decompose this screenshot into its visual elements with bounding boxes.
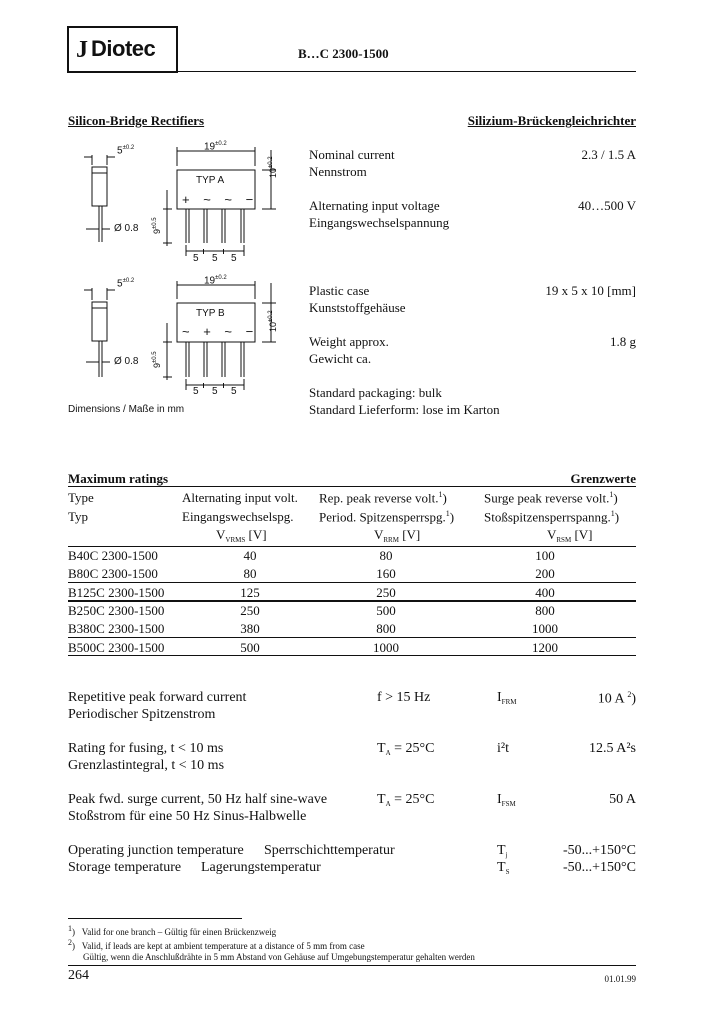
dim-pitch-b-1: 5 <box>193 386 199 397</box>
col2-en: Rep. peak reverse volt.$^1$) <box>319 490 447 506</box>
col2-unit: $V_{RRM}$ [V] <box>374 527 421 544</box>
cell-v3: 1200 <box>532 639 558 655</box>
param-value-0: 10 A $^2$) <box>597 690 636 707</box>
col1-unit: $V_{VRMS}$ [V] <box>216 527 267 544</box>
cell-v1: 125 <box>182 583 318 602</box>
cell-v3: 200 <box>454 565 636 583</box>
dim-dia-a: Ø 0.8 <box>114 223 139 234</box>
cell-v1: 500 <box>240 639 260 655</box>
spec-de-3: Gewicht ca. <box>309 351 372 366</box>
dim-pitch-b-3: 5 <box>231 386 237 397</box>
cell-v1: 250 <box>240 603 260 619</box>
temp-sym-1: $T_S$ <box>497 860 510 876</box>
col3-en: Surge peak reverse volt.$^1$) <box>484 490 618 506</box>
typ-a-pin-marks: + ~ ~ − <box>182 192 259 207</box>
temp-de-0: Sperrschichttemperatur <box>264 843 395 858</box>
spec-value-1: 40…500 V <box>578 198 636 213</box>
part-series-title: B…C 2300-1500 <box>298 46 389 61</box>
footnote-rule <box>68 918 242 919</box>
spec-en-4: Standard packaging: bulk <box>309 385 442 400</box>
title-de: Silizium-Brückengleichrichter <box>467 113 636 128</box>
col3-unit: $V_{RSM}$ [V] <box>547 527 593 544</box>
page-number: 264 <box>68 968 89 983</box>
param-cond-2: $T_A = 25^\circ C$ <box>377 792 435 808</box>
param-de-2: Stoßstrom für eine 50 Hz Sinus-Halbwelle <box>68 809 307 824</box>
param-en-2: Peak fwd. surge current, 50 Hz half sine-wave <box>68 792 328 807</box>
param-value-2: 50 A <box>609 792 636 807</box>
dim-pitch-b-2: 5 <box>212 386 218 397</box>
cell-type: B40C 2300-1500 <box>68 548 158 564</box>
cell-type: B80C 2300-1500 <box>68 565 182 583</box>
table-row <box>68 602 636 620</box>
param-value-1: 12.5 A²s <box>589 741 636 756</box>
cell-type: B125C 2300-1500 <box>68 583 182 602</box>
diotec-logo-mark: J <box>76 37 88 63</box>
ratings-rule-bottom <box>68 655 636 656</box>
cell-type: B380C 2300-1500 <box>68 620 182 638</box>
col-type-de: Typ <box>68 509 89 524</box>
typ-a-side-view <box>84 155 115 242</box>
cell-v1: 80 <box>182 565 318 583</box>
dim-thick-a: $5^{\pm 0.2}$ <box>117 145 135 157</box>
table-row <box>68 620 636 638</box>
spec-en-3: Weight approx. <box>309 334 389 349</box>
spec-value-2: 19 x 5 x 10 [mm] <box>545 283 636 298</box>
temp-en-0: Operating junction temperature <box>68 843 244 858</box>
param-de-0: Periodischer Spitzenstrom <box>68 707 216 722</box>
dim-width-b: $19^{\pm 0.2}$ <box>204 275 227 287</box>
cell-type: B500C 2300-1500 <box>68 639 165 655</box>
ratings-rule-mid <box>68 600 636 602</box>
cell-v2: 250 <box>318 583 454 602</box>
temp-en-1: Storage temperature <box>68 860 182 875</box>
col3-de: Stoßspitzensperrspanng.$^1$) <box>484 509 620 525</box>
footer-date: 01.01.99 <box>604 974 636 984</box>
spec-en-2: Plastic case <box>309 283 370 298</box>
typ-b-side-view <box>84 288 115 377</box>
ratings-title-en: Maximum ratings <box>68 471 169 486</box>
spec-value-0: 2.3 / 1.5 A <box>581 147 636 162</box>
spec-de-1: Eingangswechselspannung <box>309 215 450 230</box>
spec-de-2: Kunststoffgehäuse <box>309 300 406 315</box>
cell-v2: 160 <box>318 565 454 583</box>
logo-text: Diotec <box>91 36 156 61</box>
col1-en: Alternating input volt. <box>182 490 298 505</box>
typ-b-pin-marks: ~ + ~ − <box>182 324 259 339</box>
ratings-title-de: Grenzwerte <box>570 471 636 486</box>
cell-v1: 40 <box>243 548 257 564</box>
cell-v2: 500 <box>376 603 396 619</box>
footnote-1: $^1$) Valid for one branch – Gültig für einen Brückenzweig <box>68 924 277 937</box>
cell-v3: 1000 <box>454 620 636 638</box>
spec-en-0: Nominal current <box>309 147 395 162</box>
param-sym-2: $I_{FSM}$ <box>497 792 516 808</box>
cell-v2: 80 <box>379 548 393 564</box>
cell-v3: 400 <box>454 583 636 602</box>
param-sym-1: i²t <box>497 741 509 756</box>
table-row <box>68 547 636 565</box>
param-en-1: Rating for fusing, t < 10 ms <box>68 741 224 756</box>
dim-height-b: $10^{\pm 0.2}$ <box>268 310 278 332</box>
cell-v2: 1000 <box>373 639 399 655</box>
param-en-0: Repetitive peak forward current <box>68 690 247 705</box>
cell-v3: 800 <box>535 603 555 619</box>
col-type-en: Type <box>68 490 94 505</box>
dim-width-a: $19^{\pm 0.2}$ <box>204 141 227 153</box>
table-row <box>68 583 636 602</box>
dimensions-caption: Dimensions / Maße in mm <box>68 404 185 415</box>
param-sym-0: $I_{FRM}$ <box>497 690 517 706</box>
spec-de-4: Standard Lieferform: lose im Karton <box>309 402 500 417</box>
cell-type: B250C 2300-1500 <box>68 603 165 619</box>
param-cond-1: $T_A = 25^\circ C$ <box>377 741 435 757</box>
dim-thick-b: $5^{\pm 0.2}$ <box>117 278 135 290</box>
dim-lead-a: $9^{\pm 0.5}$ <box>152 217 162 234</box>
col2-de: Period. Spitzensperrspg.$^1$) <box>319 509 455 525</box>
cell-v2: 800 <box>318 620 454 638</box>
cell-v3: 100 <box>535 548 555 564</box>
dim-pitch-a-3: 5 <box>231 253 237 264</box>
footnote-2a: $^2$) Valid, if leads are kept at ambient temperature at a distance of 5 mm from case <box>68 938 365 951</box>
col1-de: Eingangswechselspg. <box>182 509 294 524</box>
dim-height-a: $10^{\pm 0.2}$ <box>268 156 278 178</box>
dim-dia-b: Ø 0.8 <box>114 356 139 367</box>
dim-lead-b: $9^{\pm 0.5}$ <box>152 351 162 368</box>
temp-sym-0: $T_j$ <box>497 843 508 859</box>
param-cond-0: f > 15 Hz <box>377 690 431 705</box>
dim-pitch-a-2: 5 <box>212 253 218 264</box>
temp-de-1: Lagerungstemperatur <box>201 860 321 875</box>
temp-value-1: -50...+150°C <box>563 860 636 875</box>
dim-pitch-a-1: 5 <box>193 253 199 264</box>
footer-rule <box>68 965 636 966</box>
table-row <box>68 638 636 656</box>
cell-v1: 380 <box>182 620 318 638</box>
param-de-1: Grenzlastintegral, t < 10 ms <box>68 758 225 773</box>
spec-value-3: 1.8 g <box>610 334 636 349</box>
temp-value-0: -50...+150°C <box>563 843 636 858</box>
footnote-2b: Gültig, wenn die Anschlußdrähte in 5 mm Abstand von Gehäuse auf Umgebungstemperatur gehalten werden <box>83 952 475 962</box>
typ-a-label: TYP A <box>196 175 225 186</box>
typ-b-label: TYP B <box>196 308 225 319</box>
ratings-rule-top <box>68 486 636 487</box>
title-en: Silicon-Bridge Rectifiers <box>68 113 205 128</box>
spec-en-1: Alternating input voltage <box>309 198 440 213</box>
spec-de-0: Nennstrom <box>309 164 367 179</box>
table-row <box>68 565 636 583</box>
